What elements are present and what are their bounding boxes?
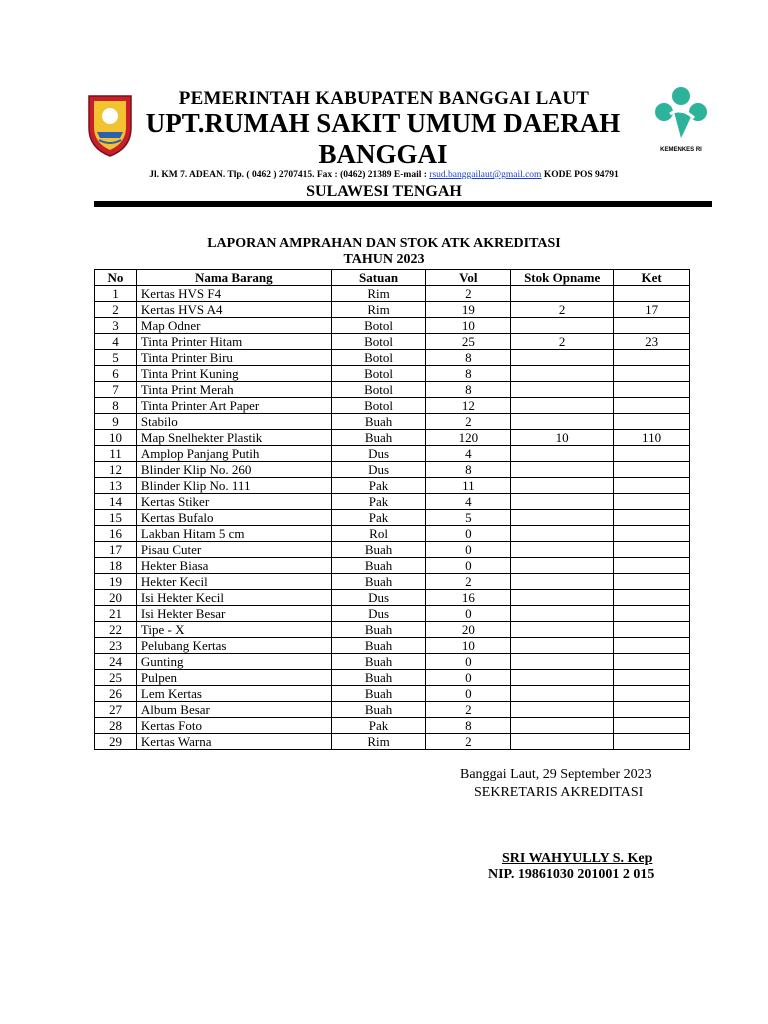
cell-vol: 8 xyxy=(426,350,511,366)
government-heading: PEMERINTAH KABUPATEN BANGGAI LAUT xyxy=(178,88,590,109)
cell-satuan: Pak xyxy=(331,510,426,526)
cell-no: 16 xyxy=(95,526,137,542)
cell-ket xyxy=(614,686,690,702)
cell-nama-barang: Tinta Print Kuning xyxy=(136,366,331,382)
table-row xyxy=(95,734,690,750)
address-prefix: Jl. KM 7. ADEAN. Tlp. ( 0462 ) 2707415. Fax : (0462) 21389 E-mail : xyxy=(149,170,430,180)
table-row xyxy=(95,318,690,334)
cell-satuan: Rim xyxy=(331,302,426,318)
cell-ket xyxy=(614,350,690,366)
cell-ket xyxy=(614,718,690,734)
cell-vol: 0 xyxy=(426,670,511,686)
cell-vol: 120 xyxy=(426,430,511,446)
cell-vol: 8 xyxy=(426,462,511,478)
cell-stok-opname: 10 xyxy=(511,430,614,446)
cell-no: 26 xyxy=(95,686,137,702)
cell-ket xyxy=(614,638,690,654)
table-row xyxy=(95,670,690,686)
table-row xyxy=(95,494,690,510)
table-row xyxy=(95,334,690,350)
cell-no: 12 xyxy=(95,462,137,478)
cell-satuan: Buah xyxy=(331,638,426,654)
cell-stok-opname xyxy=(511,462,614,478)
cell-satuan: Dus xyxy=(331,446,426,462)
table-row xyxy=(95,478,690,494)
cell-no: 17 xyxy=(95,542,137,558)
cell-stok-opname xyxy=(511,574,614,590)
header-no: No xyxy=(95,270,137,286)
address-postcode: KODE POS 94791 xyxy=(541,170,619,180)
cell-satuan: Botol xyxy=(331,398,426,414)
cell-ket xyxy=(614,446,690,462)
cell-nama-barang: Isi Hekter Besar xyxy=(136,606,331,622)
cell-ket xyxy=(614,366,690,382)
cell-stok-opname: 2 xyxy=(511,334,614,350)
cell-no: 27 xyxy=(95,702,137,718)
cell-ket xyxy=(614,654,690,670)
cell-nama-barang: Lakban Hitam 5 cm xyxy=(136,526,331,542)
report-title: LAPORAN AMPRAHAN DAN STOK ATK AKREDITASI xyxy=(207,236,561,251)
cell-ket xyxy=(614,670,690,686)
cell-stok-opname xyxy=(511,590,614,606)
cell-nama-barang: Pisau Cuter xyxy=(136,542,331,558)
cell-nama-barang: Kertas Bufalo xyxy=(136,510,331,526)
cell-no: 25 xyxy=(95,670,137,686)
cell-stok-opname xyxy=(511,558,614,574)
cell-stok-opname xyxy=(511,670,614,686)
cell-satuan: Botol xyxy=(331,366,426,382)
cell-nama-barang: Map Snelhekter Plastik xyxy=(136,430,331,446)
cell-no: 29 xyxy=(95,734,137,750)
cell-vol: 0 xyxy=(426,542,511,558)
cell-no: 14 xyxy=(95,494,137,510)
table-row xyxy=(95,302,690,318)
cell-stok-opname xyxy=(511,686,614,702)
cell-no: 24 xyxy=(95,654,137,670)
cell-satuan: Buah xyxy=(331,702,426,718)
cell-satuan: Dus xyxy=(331,606,426,622)
cell-no: 1 xyxy=(95,286,137,302)
table-row xyxy=(95,510,690,526)
cell-nama-barang: Hekter Biasa xyxy=(136,558,331,574)
cell-satuan: Botol xyxy=(331,350,426,366)
cell-satuan: Dus xyxy=(331,590,426,606)
cell-satuan: Botol xyxy=(331,382,426,398)
table-row xyxy=(95,718,690,734)
cell-ket xyxy=(614,510,690,526)
signature-role: SEKRETARIS AKREDITASI xyxy=(474,785,644,800)
cell-nama-barang: Kertas HVS F4 xyxy=(136,286,331,302)
cell-satuan: Buah xyxy=(331,430,426,446)
province-heading: SULAWESI TENGAH xyxy=(306,183,462,200)
cell-no: 10 xyxy=(95,430,137,446)
cell-vol: 2 xyxy=(426,702,511,718)
cell-no: 21 xyxy=(95,606,137,622)
table-row xyxy=(95,542,690,558)
cell-ket: 23 xyxy=(614,334,690,350)
cell-nama-barang: Tinta Printer Art Paper xyxy=(136,398,331,414)
cell-ket: 110 xyxy=(614,430,690,446)
cell-no: 8 xyxy=(95,398,137,414)
table-row xyxy=(95,526,690,542)
cell-stok-opname xyxy=(511,446,614,462)
cell-nama-barang: Lem Kertas xyxy=(136,686,331,702)
cell-stok-opname: 2 xyxy=(511,302,614,318)
cell-satuan: Buah xyxy=(331,670,426,686)
cell-vol: 2 xyxy=(426,574,511,590)
header-nama-barang: Nama Barang xyxy=(136,270,331,286)
cell-satuan: Buah xyxy=(331,622,426,638)
cell-satuan: Pak xyxy=(331,478,426,494)
cell-nama-barang: Tipe - X xyxy=(136,622,331,638)
cell-ket xyxy=(614,606,690,622)
cell-vol: 16 xyxy=(426,590,511,606)
cell-no: 19 xyxy=(95,574,137,590)
cell-no: 20 xyxy=(95,590,137,606)
cell-satuan: Buah xyxy=(331,414,426,430)
cell-stok-opname xyxy=(511,622,614,638)
cell-satuan: Rol xyxy=(331,526,426,542)
cell-nama-barang: Album Besar xyxy=(136,702,331,718)
cell-stok-opname xyxy=(511,526,614,542)
cell-stok-opname xyxy=(511,286,614,302)
cell-vol: 0 xyxy=(426,654,511,670)
cell-vol: 5 xyxy=(426,510,511,526)
cell-nama-barang: Kertas HVS A4 xyxy=(136,302,331,318)
cell-stok-opname xyxy=(511,494,614,510)
cell-nama-barang: Blinder Klip No. 260 xyxy=(136,462,331,478)
cell-vol: 0 xyxy=(426,526,511,542)
cell-nama-barang: Kertas Foto xyxy=(136,718,331,734)
cell-no: 4 xyxy=(95,334,137,350)
cell-vol: 2 xyxy=(426,414,511,430)
cell-satuan: Botol xyxy=(331,334,426,350)
cell-no: 5 xyxy=(95,350,137,366)
table-header-row xyxy=(95,270,690,286)
cell-satuan: Rim xyxy=(331,734,426,750)
cell-vol: 4 xyxy=(426,494,511,510)
cell-satuan: Botol xyxy=(331,318,426,334)
table-row xyxy=(95,686,690,702)
cell-nama-barang: Pulpen xyxy=(136,670,331,686)
cell-satuan: Rim xyxy=(331,286,426,302)
table-row xyxy=(95,574,690,590)
cell-nama-barang: Map Odner xyxy=(136,318,331,334)
table-row xyxy=(95,606,690,622)
cell-vol: 0 xyxy=(426,558,511,574)
cell-ket xyxy=(614,398,690,414)
cell-vol: 12 xyxy=(426,398,511,414)
cell-stok-opname xyxy=(511,382,614,398)
table-row xyxy=(95,430,690,446)
table-row xyxy=(95,702,690,718)
cell-no: 11 xyxy=(95,446,137,462)
cell-vol: 4 xyxy=(426,446,511,462)
table-row xyxy=(95,398,690,414)
cell-vol: 20 xyxy=(426,622,511,638)
cell-vol: 25 xyxy=(426,334,511,350)
cell-nama-barang: Kertas Stiker xyxy=(136,494,331,510)
cell-stok-opname xyxy=(511,478,614,494)
cell-vol: 10 xyxy=(426,318,511,334)
cell-satuan: Pak xyxy=(331,494,426,510)
cell-vol: 0 xyxy=(426,686,511,702)
cell-ket xyxy=(614,414,690,430)
cell-ket xyxy=(614,542,690,558)
header-stok-opname: Stok Opname xyxy=(511,270,614,286)
cell-no: 28 xyxy=(95,718,137,734)
table-row xyxy=(95,590,690,606)
table-row xyxy=(95,366,690,382)
cell-stok-opname xyxy=(511,366,614,382)
cell-no: 22 xyxy=(95,622,137,638)
cell-ket: 17 xyxy=(614,302,690,318)
cell-no: 3 xyxy=(95,318,137,334)
table-row xyxy=(95,446,690,462)
cell-no: 2 xyxy=(95,302,137,318)
cell-stok-opname xyxy=(511,414,614,430)
cell-nama-barang: Pelubang Kertas xyxy=(136,638,331,654)
cell-vol: 11 xyxy=(426,478,511,494)
cell-no: 13 xyxy=(95,478,137,494)
cell-ket xyxy=(614,318,690,334)
kemenkes-logo-text: KEMENKES RI xyxy=(660,147,702,153)
cell-no: 9 xyxy=(95,414,137,430)
cell-stok-opname xyxy=(511,718,614,734)
cell-vol: 8 xyxy=(426,366,511,382)
table-row xyxy=(95,382,690,398)
table-row xyxy=(95,654,690,670)
cell-nama-barang: Tinta Printer Hitam xyxy=(136,334,331,350)
cell-stok-opname xyxy=(511,638,614,654)
cell-no: 6 xyxy=(95,366,137,382)
cell-ket xyxy=(614,622,690,638)
cell-no: 23 xyxy=(95,638,137,654)
cell-no: 7 xyxy=(95,382,137,398)
header-vol: Vol xyxy=(426,270,511,286)
cell-nama-barang: Gunting xyxy=(136,654,331,670)
cell-nama-barang: Tinta Print Merah xyxy=(136,382,331,398)
cell-ket xyxy=(614,382,690,398)
table-row xyxy=(95,462,690,478)
cell-satuan: Buah xyxy=(331,654,426,670)
cell-nama-barang: Isi Hekter Kecil xyxy=(136,590,331,606)
signatory-nip: NIP. 19861030 201001 2 015 xyxy=(488,867,655,882)
cell-stok-opname xyxy=(511,702,614,718)
table-row xyxy=(95,350,690,366)
cell-nama-barang: Kertas Warna xyxy=(136,734,331,750)
cell-no: 18 xyxy=(95,558,137,574)
cell-stok-opname xyxy=(511,318,614,334)
cell-ket xyxy=(614,526,690,542)
cell-vol: 0 xyxy=(426,606,511,622)
report-year: TAHUN 2023 xyxy=(343,252,425,267)
address-line xyxy=(90,170,678,180)
email-link[interactable]: rsud.banggailaut@gmail.com xyxy=(429,170,542,180)
stock-table xyxy=(94,269,690,750)
cell-no: 15 xyxy=(95,510,137,526)
cell-vol: 2 xyxy=(426,286,511,302)
cell-nama-barang: Amplop Panjang Putih xyxy=(136,446,331,462)
cell-nama-barang: Stabilo xyxy=(136,414,331,430)
cell-stok-opname xyxy=(511,542,614,558)
cell-ket xyxy=(614,478,690,494)
signatory-name: SRI WAHYULLY S. Kep xyxy=(502,851,653,866)
cell-vol: 2 xyxy=(426,734,511,750)
cell-ket xyxy=(614,494,690,510)
cell-nama-barang: Hekter Kecil xyxy=(136,574,331,590)
header-ket: Ket xyxy=(614,270,690,286)
cell-ket xyxy=(614,286,690,302)
cell-ket xyxy=(614,734,690,750)
table-row xyxy=(95,558,690,574)
header-satuan: Satuan xyxy=(331,270,426,286)
table-row xyxy=(95,414,690,430)
cell-stok-opname xyxy=(511,734,614,750)
cell-ket xyxy=(614,574,690,590)
cell-nama-barang: Blinder Klip No. 111 xyxy=(136,478,331,494)
cell-stok-opname xyxy=(511,350,614,366)
cell-stok-opname xyxy=(511,606,614,622)
table-row xyxy=(95,622,690,638)
cell-vol: 10 xyxy=(426,638,511,654)
cell-ket xyxy=(614,558,690,574)
cell-stok-opname xyxy=(511,398,614,414)
cell-nama-barang: Tinta Printer Biru xyxy=(136,350,331,366)
letterhead-divider xyxy=(94,201,712,207)
cell-satuan: Buah xyxy=(331,574,426,590)
signature-place-date: Banggai Laut, 29 September 2023 xyxy=(460,767,652,782)
cell-stok-opname xyxy=(511,510,614,526)
table-row xyxy=(95,286,690,302)
cell-satuan: Dus xyxy=(331,462,426,478)
hospital-name: UPT.RUMAH SAKIT UMUM DAERAH BANGGAI xyxy=(145,108,621,169)
table-row xyxy=(95,638,690,654)
cell-satuan: Buah xyxy=(331,558,426,574)
cell-satuan: Buah xyxy=(331,542,426,558)
cell-satuan: Buah xyxy=(331,686,426,702)
cell-vol: 8 xyxy=(426,718,511,734)
cell-ket xyxy=(614,590,690,606)
cell-stok-opname xyxy=(511,654,614,670)
cell-ket xyxy=(614,462,690,478)
cell-ket xyxy=(614,702,690,718)
cell-satuan: Pak xyxy=(331,718,426,734)
cell-vol: 19 xyxy=(426,302,511,318)
cell-vol: 8 xyxy=(426,382,511,398)
